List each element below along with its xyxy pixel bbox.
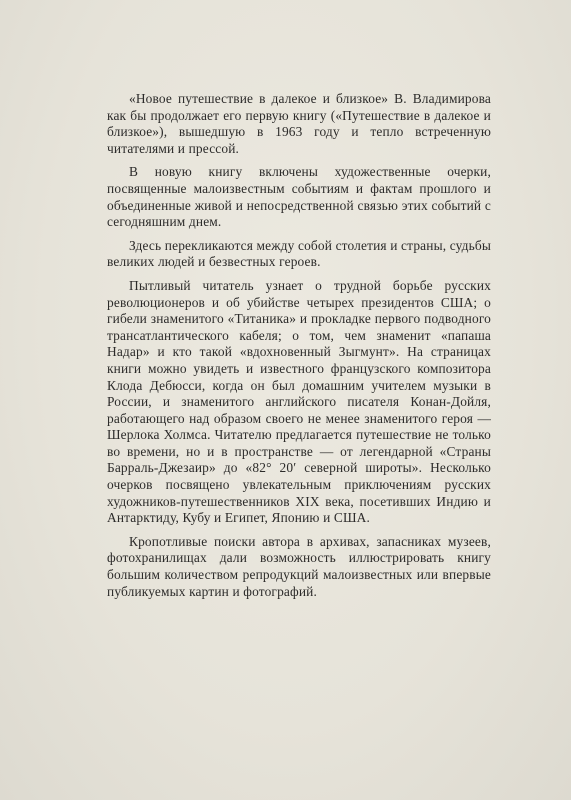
paragraph-contents: В новую книгу включены художественные очерки, посвященные малоизвестным событиям и фактам прошлого и объединенные живой и непосредственной связью этих событий с сегодняшним днем. [107,164,491,230]
paragraph-topics: Пытливый читатель узнает о трудной борьбе русских революционеров и об убийстве четырех президентов США; о гибели знаменитого «Титаника» и прокладке первого подводного трансатлантического кабеля; о том, чем знаменит «папаша Надар» и кто такой «вдохновенный Зыгмунт». На страницах книги можно увидеть и известного французского композитора Клода Дебюсси, когда он был домашним учителем музыки в России, и знаменитого английского писателя Конан-Дойля, работающего над образом своего не менее знаменитого героя — Шерлока Холмса. Читателю предлагается путешествие не только во времени, но и в пространстве — от легендарной «Страны Барраль-Джезаир» до «82° 20′ северной широты». Несколько очерков посвящено увлекательным приключениям русских художников-путешественников XIX века, посетивших Индию и Антарктиду, Кубу и Египет, Японию и США. [107,277,491,526]
paragraph-intro: «Новое путешествие в далекое и близкое» В. Владимирова как бы продолжает его первую книгу («Путешествие в далекое и близкое»), вышедшую в 1963 году и тепло встреченную читателями и прессой. [107,91,491,156]
paragraph-themes: Здесь перекликаются между собой столетия и страны, судьбы великих людей и безвестных героев. [107,237,491,270]
annotation-text [107,91,491,607]
paragraph-illustrations: Кропотливые поиски автора в архивах, запасниках музеев, фотохранилищах дали возможность иллюстрировать книгу большим количеством репродукций малоизвестных или впервые публикуемых картин и фотографий. [107,533,491,599]
